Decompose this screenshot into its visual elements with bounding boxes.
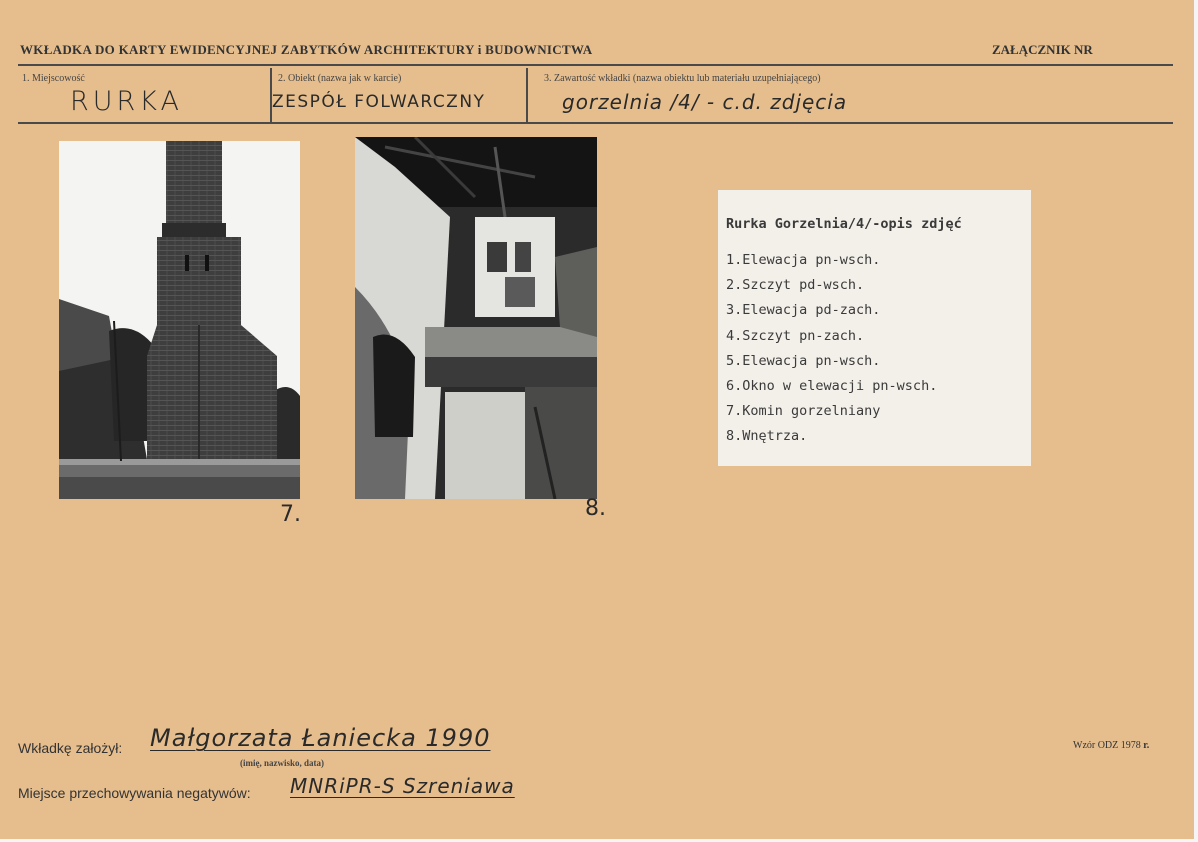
form-code xyxy=(1073,740,1149,751)
list-item: 6.Okno w elewacji pn-wsch. xyxy=(726,377,938,394)
list-item: 4.Szczyt pn-zach. xyxy=(726,327,865,344)
created-by-label: Wkładkę założył: xyxy=(18,740,123,756)
fields-rule xyxy=(18,122,1173,124)
form-code-prefix: Wzór ODZ 1978 xyxy=(1073,740,1141,751)
list-item: 7.Komin gorzelniany xyxy=(726,403,881,420)
field-divider xyxy=(526,68,528,122)
annex-label: ZAŁĄCZNIK NR xyxy=(992,42,1093,57)
form-code-suffix: r. xyxy=(1143,740,1150,751)
field-label-object: 2. Obiekt (nazwa jak w karcie) xyxy=(278,73,402,84)
photo-number-7: 7. xyxy=(280,502,301,527)
chimney-photo xyxy=(59,141,300,499)
field-label-contents: 3. Zawartość wkładki (nazwa obiektu lub materiału uzupełniającego) xyxy=(544,73,821,84)
interior-ruin-photo xyxy=(355,137,597,499)
created-by-sublabel: (imię, nazwisko, data) xyxy=(240,758,324,768)
storage-label: Miejsce przechowywania negatywów: xyxy=(18,785,251,801)
created-by-value: Małgorzata Łaniecka 1990 xyxy=(150,724,491,752)
field-value-contents: gorzelnia /4/ - c.d. zdjęcia xyxy=(562,90,848,114)
list-item: 2.Szczyt pd-wsch. xyxy=(726,277,865,294)
field-value-locality: RURKA xyxy=(70,86,183,117)
form-title: WKŁADKA DO KARTY EWIDENCYJNEJ ZABYTKÓW ARCHITEKTURY i BUDOWNICTWA xyxy=(20,42,593,57)
card-title: Rurka Gorzelnia/4/-opis zdjęć xyxy=(726,216,962,232)
field-value-object: ZESPÓŁ FOLWARCZNY xyxy=(272,92,486,112)
list-item: 5.Elewacja pn-wsch. xyxy=(726,352,881,369)
list-item: 8.Wnętrza. xyxy=(726,428,808,445)
field-label-locality: 1. Miejscowość xyxy=(22,73,85,84)
list-item: 3.Elewacja pd-zach. xyxy=(726,302,881,319)
list-item: 1.Elewacja pn-wsch. xyxy=(726,252,881,268)
storage-value: MNRiPR-S Szreniawa xyxy=(290,774,515,798)
header-rule xyxy=(18,64,1173,66)
photo-description-card xyxy=(718,190,1031,466)
photo-description-list xyxy=(726,248,937,450)
photo-number-8: 8. xyxy=(585,496,606,521)
